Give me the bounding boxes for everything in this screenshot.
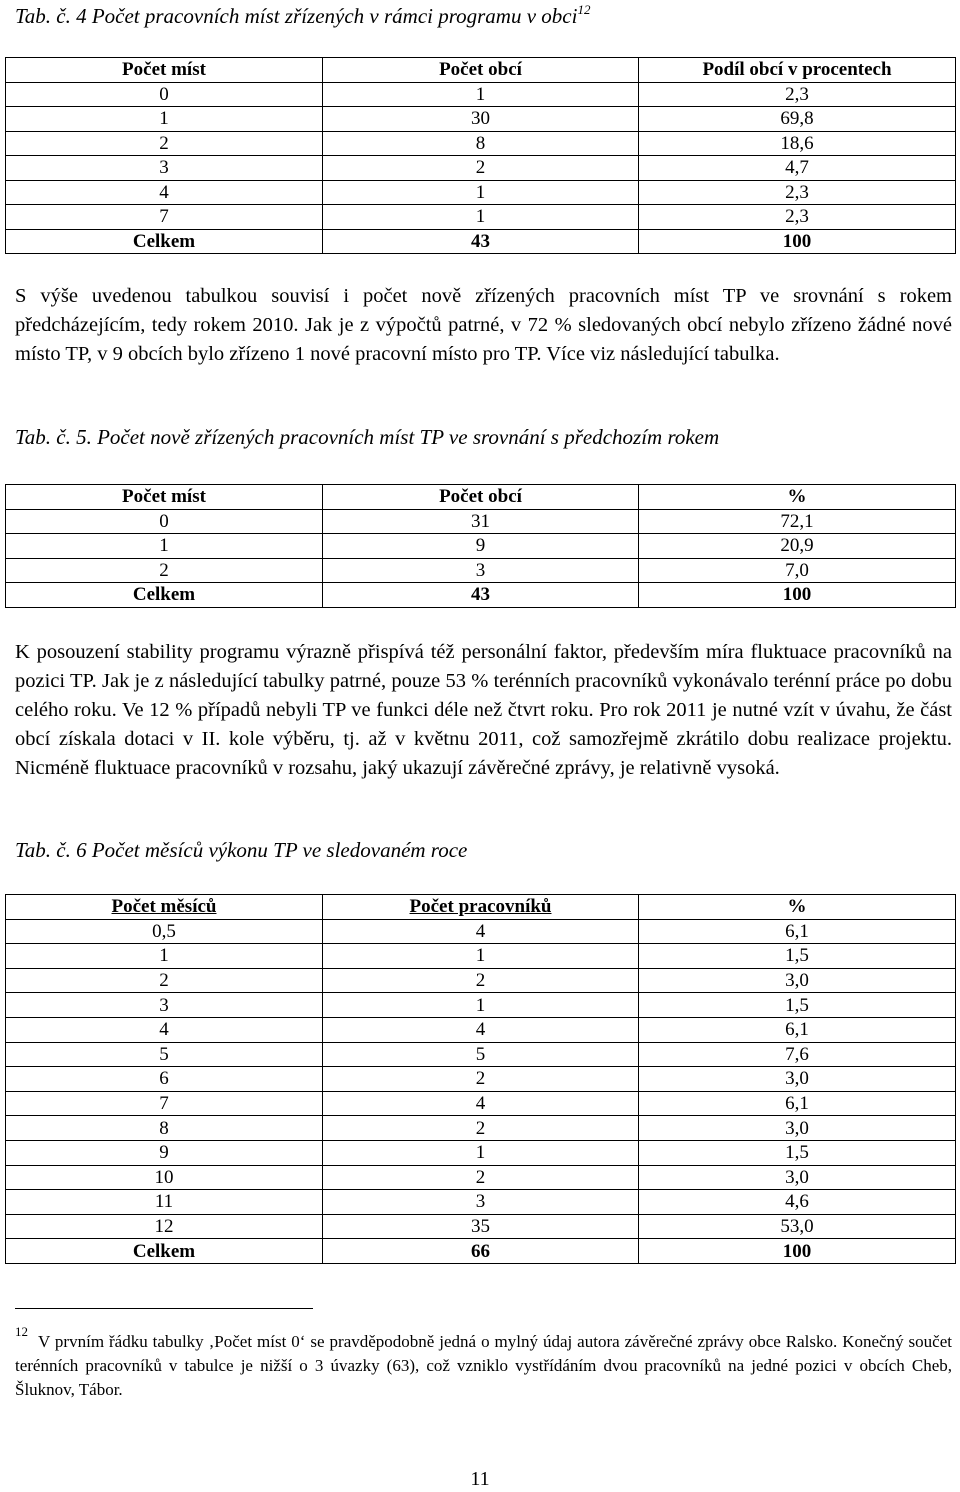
table-cell: 3 [323,558,639,583]
table-cell: 30 [323,107,639,132]
table-row [6,205,956,230]
column-header-text: Počet pracovníků [409,896,552,918]
table-row [6,509,956,534]
table-cell: 0 [6,509,323,534]
table-cell: 4 [323,1017,639,1042]
table-row [6,993,956,1018]
table-cell: 1 [6,944,323,969]
table-cell: 11 [6,1190,323,1215]
table-cell: 1 [323,180,639,205]
footnote [15,1320,952,1402]
table-row [6,1165,956,1190]
table-row [6,968,956,993]
footnote-ref: 12 [577,2,591,17]
table-row [6,919,956,944]
table-cell: 3,0 [639,1067,956,1092]
column-header: % [639,895,956,920]
table4-caption [15,2,590,29]
table-header-row [6,485,956,510]
table-cell: 5 [323,1042,639,1067]
table-cell: 1 [323,993,639,1018]
table-cell: 3 [6,993,323,1018]
table5-caption: Tab. č. 5. Počet nově zřízených pracovních míst TP ve srovnání s předchozím rokem [15,425,720,449]
total-cell: 43 [323,583,639,608]
table-cell: 1 [323,82,639,107]
table-cell: 5 [6,1042,323,1067]
table-row [6,1116,956,1141]
table-cell: 2 [6,968,323,993]
table-cell: 2,3 [639,205,956,230]
table-cell: 53,0 [639,1214,956,1239]
column-header: % [639,485,956,510]
table-cell: 0 [6,82,323,107]
table-cell: 20,9 [639,534,956,559]
table-cell: 2 [6,558,323,583]
column-header: Počet obcí [323,58,639,83]
table-cell: 1,5 [639,1140,956,1165]
table5 [5,484,956,608]
table-row [6,534,956,559]
table-cell: 2 [323,1165,639,1190]
table-cell: 1,5 [639,993,956,1018]
table6 [5,894,956,1264]
column-header: Počet míst [6,58,323,83]
table-cell: 6,1 [639,1091,956,1116]
table-cell: 2 [323,968,639,993]
total-cell: 66 [323,1239,639,1264]
table-row [6,131,956,156]
table-cell: 18,6 [639,131,956,156]
total-cell: 43 [323,229,639,254]
table-cell: 35 [323,1214,639,1239]
table-cell: 4 [6,180,323,205]
table6-caption: Tab. č. 6 Počet měsíců výkonu TP ve sledovaném roce [15,838,468,862]
table-cell: 3,0 [639,1116,956,1141]
table-row [6,944,956,969]
table-cell: 9 [323,534,639,559]
table4-caption-text: Tab. č. 4 Počet pracovních míst zřízených v rámci programu v obci [15,4,578,28]
table4 [5,57,956,254]
table-cell: 4 [6,1017,323,1042]
table-header-row [6,895,956,920]
paragraph-2: K posouzení stability programu výrazně přispívá též personální faktor, především míra fluktuace pracovníků na pozici TP. Jak je z následující tabulky patrné, pouze 53 % terénních pracovníků vykonávalo terénní práce po dobu celého roku. Ve 12 % případů nebyli TP ve funkci déle než čtvrt roku. Pro rok 2011 je nutné vzít v úvahu, že část obcí získala dotaci v II. kole výběru, tj. až v květnu 2011, což samozřejmě zkrátilo dobu realizace projektu. Nicméně fluktuace pracovníků v rozsahu, jaký ukazují závěrečné zprávy, je relativně vysoká. [15,641,952,779]
table-cell: 6 [6,1067,323,1092]
table-cell: 2,3 [639,82,956,107]
column-header [323,895,639,920]
table-header-row [6,58,956,83]
table-cell: 0,5 [6,919,323,944]
table-cell: 2 [6,131,323,156]
table-cell: 4 [323,919,639,944]
table-row [6,1190,956,1215]
table-cell: 2,3 [639,180,956,205]
column-header [6,895,323,920]
table-row [6,1017,956,1042]
table-cell: 9 [6,1140,323,1165]
table-cell: 8 [6,1116,323,1141]
table-cell: 2 [323,1067,639,1092]
table-row [6,1042,956,1067]
table-cell: 4 [323,1091,639,1116]
table-total-row [6,1239,956,1264]
table-cell: 10 [6,1165,323,1190]
page-number: 11 [470,1468,490,1490]
table-row [6,180,956,205]
table-cell: 2 [323,1116,639,1141]
table-cell: 7 [6,205,323,230]
total-cell: 100 [639,583,956,608]
table-row [6,107,956,132]
table-cell: 4,6 [639,1190,956,1215]
table-cell: 6,1 [639,919,956,944]
total-cell: 100 [639,1239,956,1264]
table-row [6,1214,956,1239]
table-row [6,156,956,181]
table-cell: 1 [6,107,323,132]
table-cell: 6,1 [639,1017,956,1042]
column-header-text: Počet měsíců [111,896,217,918]
paragraph-1: S výše uvedenou tabulkou souvisí i počet nově zřízených pracovních míst TP ve srovnání s rokem předcházejícím, tedy rokem 2010. Jak je z výpočtů patrné, v 72 % sledovaných obcí nebylo zřízeno žádné nové místo TP, v 9 obcích bylo zřízeno 1 nové pracovní místo pro TP. Více viz následující tabulka. [15,285,952,365]
table-cell: 31 [323,509,639,534]
table-row [6,558,956,583]
table-cell: 2 [323,156,639,181]
table-cell: 1 [6,534,323,559]
table-cell: 7,0 [639,558,956,583]
total-cell: 100 [639,229,956,254]
total-cell: Celkem [6,583,323,608]
table-row [6,1091,956,1116]
table-cell: 3,0 [639,1165,956,1190]
table-cell: 8 [323,131,639,156]
table-total-row [6,583,956,608]
table-cell: 1 [323,205,639,230]
total-cell: Celkem [6,229,323,254]
column-header: Počet obcí [323,485,639,510]
footnote-text: V prvním řádku tabulky ‚Počet míst 0‘ se pravděpodobně jedná o mylný údaj autora závěrečné zprávy obce Ralsko. Konečný součet terénních pracovníků v tabulce je nižší o 3 úvazky (63), což vzniklo vystřídáním dvou pracovníků na jedné pozici v obcích Cheb, Šluknov, Tábor. [15,1332,952,1399]
column-header: Podíl obcí v procentech [639,58,956,83]
table-cell: 4,7 [639,156,956,181]
table-cell: 69,8 [639,107,956,132]
total-cell: Celkem [6,1239,323,1264]
footnote-number: 12 [15,1324,28,1339]
table-row [6,1067,956,1092]
table-cell: 1,5 [639,944,956,969]
table-cell: 7,6 [639,1042,956,1067]
table-row [6,82,956,107]
table-row [6,1140,956,1165]
column-header: Počet míst [6,485,323,510]
table-cell: 12 [6,1214,323,1239]
table-cell: 1 [323,944,639,969]
table-cell: 7 [6,1091,323,1116]
table-total-row [6,229,956,254]
table-cell: 72,1 [639,509,956,534]
table-cell: 3 [6,156,323,181]
footnote-divider [15,1308,313,1309]
table-cell: 1 [323,1140,639,1165]
table-cell: 3 [323,1190,639,1215]
table-cell: 3,0 [639,968,956,993]
